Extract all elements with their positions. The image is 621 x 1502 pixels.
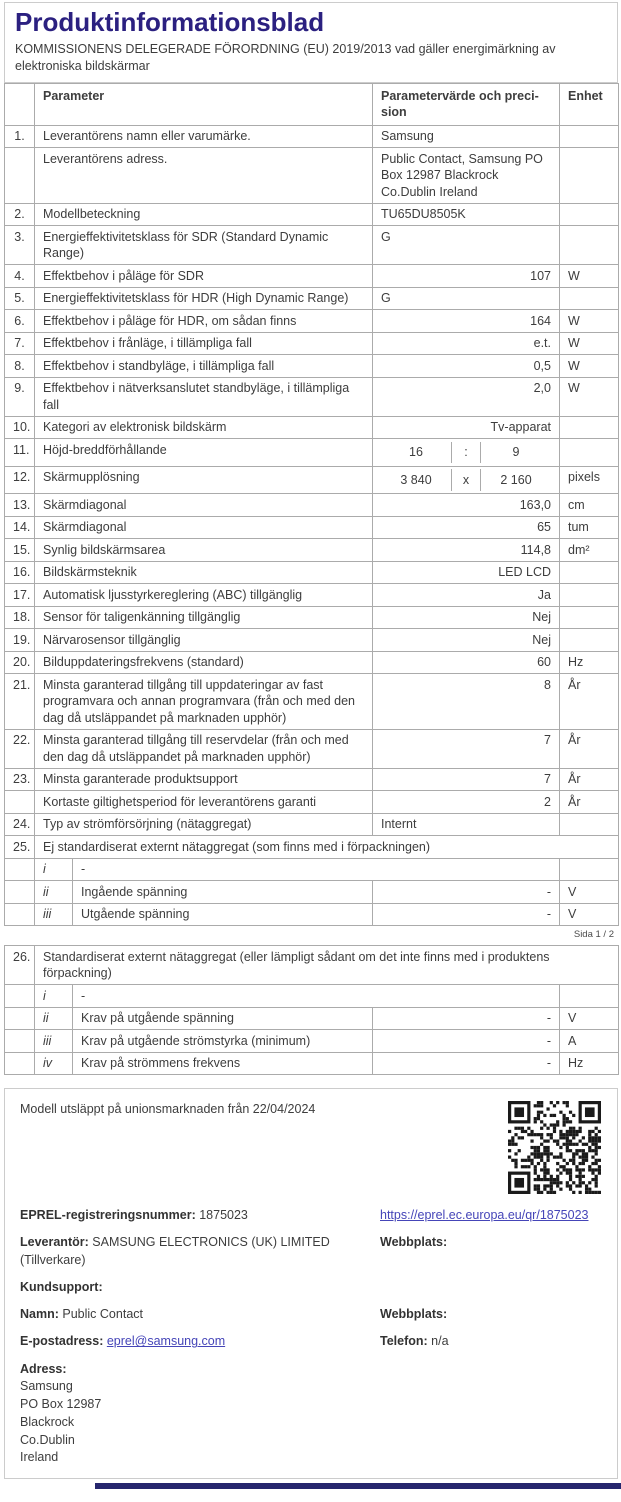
row-parameter: Skärmdiagonal [35,494,373,517]
website-field-1 [380,1234,601,1251]
row-number [5,903,35,926]
table-row [5,332,619,355]
release-date-text: Modell utsläppt på unionsmarknaden från 22/04/2024 [20,1102,316,1117]
header-value: Parametervärde och precision [373,83,560,125]
row-value: 2,0 [373,377,560,416]
row-value: Samsung [373,125,560,148]
supplier-label: Leverantör: [20,1235,89,1250]
row-parameter: Ej standardiserat externt nätaggregat (som finns med i förpackningen) [35,836,619,859]
row-roman-numeral: ii [35,1007,73,1030]
phone-field [380,1333,601,1350]
eprel-value: 1875023 [199,1208,248,1223]
row-unit [560,203,619,226]
row-number: 23. [5,768,35,791]
address-label: Adress: [20,1361,67,1376]
row-value: 164 [373,310,560,333]
table-row [5,466,619,494]
table-row [5,416,619,439]
table-row [5,903,619,926]
table-row [5,881,619,904]
row-roman-numeral: i [35,985,73,1008]
table-row [5,1030,619,1053]
supplier-field [20,1234,372,1269]
row-parameter: Krav på utgående strömstyrka (minimum) [73,1030,373,1053]
row-number [5,858,35,881]
table-row [5,226,619,265]
eprel-link[interactable]: https://eprel.ec.europa.eu/qr/1875023 [380,1208,589,1223]
email-row [20,1333,601,1350]
row-value: 8 [373,674,560,730]
row-unit [560,287,619,310]
row-number: 19. [5,629,35,652]
row-number: 13. [5,494,35,517]
row-parameter: Effektbehov i frånläge, i tillämpliga fall [35,332,373,355]
row-unit: W [560,377,619,416]
header-parameter: Parameter [35,83,373,125]
row-number [5,881,35,904]
row-unit: A [560,1030,619,1053]
row-value: Tv-apparat [373,416,560,439]
row-unit [560,416,619,439]
row-parameter: Standardiserat externt nätaggregat (eller lämpligt sådant om det inte finns med i produktens förpackning) [35,946,619,985]
table-row [5,791,619,814]
row-value: G [373,226,560,265]
eprel-label: EPREL-registreringsnummer: [20,1208,196,1223]
value-part-2: 9 [512,445,520,460]
row-number: 2. [5,203,35,226]
row-parameter: Minsta garanterad tillgång till uppdateringar av fast programvara och annan programvara (från och med den dag då utsläppandet på marknaden upphör) [35,674,373,730]
row-value: LED LCD [373,561,560,584]
table-header-row [5,83,619,125]
row-unit: V [560,881,619,904]
row-parameter: Sensor för taligenkänning tillgänglig [35,606,373,629]
row-number: 21. [5,674,35,730]
table-row [5,651,619,674]
table-row [5,813,619,836]
row-value: - [373,881,560,904]
table-row [5,539,619,562]
table-row [5,203,619,226]
row-parameter: Modellbeteckning [35,203,373,226]
bottom-accent-bar [95,1483,621,1489]
row-parameter: Automatisk ljusstyrkereglering (ABC) tillgänglig [35,584,373,607]
row-parameter: Synlig bildskärmsarea [35,539,373,562]
address-line: Co.Dublin [20,1432,75,1447]
address-line: PO Box 12987 [20,1397,102,1412]
row-number: 6. [5,310,35,333]
address-block [20,1361,601,1468]
table-row [5,674,619,730]
table-row [5,584,619,607]
header-number [5,83,35,125]
support-label: Kundsupport: [20,1279,103,1294]
row-number [5,148,35,204]
row-unit: År [560,791,619,814]
address-line: Samsung [20,1379,73,1394]
row-parameter: Energieffektivitetsklass för HDR (High Dynamic Range) [35,287,373,310]
table-row [5,494,619,517]
table1-body [5,125,619,926]
row-unit [560,606,619,629]
row-number [5,985,35,1008]
support-row [20,1279,601,1296]
value-separator: x [451,469,481,491]
footer-box [4,1088,618,1479]
table-row [5,377,619,416]
row-number [5,1052,35,1075]
row-unit: V [560,903,619,926]
title-box [4,2,618,83]
row-number: 15. [5,539,35,562]
row-number: 5. [5,287,35,310]
row-parameter: Krav på strömmens frekvens [73,1052,373,1075]
row-roman-numeral: i [35,858,73,881]
row-value: G [373,287,560,310]
row-value: Public Contact, Samsung PO Box 12987 Blackrock Co.Dublin Ireland [373,148,560,204]
row-number: 1. [5,125,35,148]
row-unit: År [560,729,619,768]
row-unit: W [560,332,619,355]
table-row [5,125,619,148]
row-parameter: Närvarosensor tillgänglig [35,629,373,652]
row-value: TU65DU8505K [373,203,560,226]
row-number [5,1030,35,1053]
row-value: - [373,1030,560,1053]
support-field [20,1279,372,1296]
row-number: 22. [5,729,35,768]
row-parameter: Skärmupplösning [35,466,373,494]
table-row [5,561,619,584]
row-unit [560,985,619,1008]
row-number: 11. [5,439,35,467]
row-roman-numeral: iii [35,903,73,926]
row-parameter: Minsta garanterade produktsupport [35,768,373,791]
supplier-row [20,1234,601,1269]
name-value: Public Contact [62,1307,143,1322]
parameters-table-2 [4,945,619,1075]
row-parameter: Utgående spänning [73,903,373,926]
row-parameter: Skärmdiagonal [35,516,373,539]
table-row [5,310,619,333]
row-unit: pixels [560,466,619,494]
row-number [5,1007,35,1030]
row-unit: cm [560,494,619,517]
row-unit [560,125,619,148]
row-parameter: Effektbehov i påläge för HDR, om sådan finns [35,310,373,333]
row-parameter: Leverantörens adress. [35,148,373,204]
table-row [5,1007,619,1030]
name-row [20,1306,601,1323]
row-value: e.t. [373,332,560,355]
value-separator: : [451,442,481,464]
release-row [20,1101,601,1199]
email-field [20,1333,372,1350]
value-part-1: 16 [409,445,423,460]
row-value: Nej [373,606,560,629]
table-row [5,516,619,539]
value-part-2: 2 160 [500,472,532,487]
row-unit [560,813,619,836]
eprel-field [20,1207,372,1224]
row-number: 7. [5,332,35,355]
table2-body [5,946,619,1075]
row-parameter: Krav på utgående spänning [73,1007,373,1030]
row-value: 107 [373,265,560,288]
row-number: 26. [5,946,35,985]
row-unit [560,439,619,467]
table-row [5,265,619,288]
row-unit: tum [560,516,619,539]
row-unit: W [560,310,619,333]
row-unit [560,584,619,607]
row-value [373,466,560,494]
row-value: - [373,1052,560,1075]
row-unit: W [560,265,619,288]
row-parameter: Kortaste giltighetsperiod för leverantörens garanti [35,791,373,814]
row-unit: Hz [560,651,619,674]
row-number: 3. [5,226,35,265]
row-parameter: Höjd-breddförhållande [35,439,373,467]
table-row [5,439,619,467]
row-value: 114,8 [373,539,560,562]
name-label: Namn: [20,1307,59,1322]
row-parameter: Ingående spänning [73,881,373,904]
row-value: Internt [373,813,560,836]
email-label: E-postadress: [20,1334,104,1349]
row-value: Ja [373,584,560,607]
value-part-1: 3 840 [400,472,432,487]
row-parameter: Effektbehov i nätverksanslutet standbyläge, i tillämpliga fall [35,377,373,416]
header-unit: Enhet [560,83,619,125]
table-row [5,946,619,985]
row-number: 17. [5,584,35,607]
row-value: 7 [373,729,560,768]
row-value: 65 [373,516,560,539]
phone-label: Telefon: [380,1334,428,1349]
row-parameter: - [73,858,560,881]
row-parameter: Bilduppdateringsfrekvens (standard) [35,651,373,674]
row-value: Nej [373,629,560,652]
row-parameter: Bildskärmsteknik [35,561,373,584]
table-row [5,606,619,629]
eprel-row [20,1207,601,1224]
supplier-value: SAMSUNG ELECTRONICS (UK) LIMITED (Tillverkare) [20,1235,330,1267]
row-value: 163,0 [373,494,560,517]
row-value: 2 [373,791,560,814]
document-page [0,2,621,1489]
row-number [5,791,35,814]
row-unit: dm² [560,539,619,562]
row-number: 8. [5,355,35,378]
qr-code [508,1101,601,1194]
row-unit [560,561,619,584]
row-unit: Hz [560,1052,619,1075]
table-row [5,629,619,652]
page-indicator: Sida 1 / 2 [573,929,614,941]
row-roman-numeral: iv [35,1052,73,1075]
table-row [5,858,619,881]
row-roman-numeral: iii [35,1030,73,1053]
row-number: 16. [5,561,35,584]
row-unit: W [560,355,619,378]
table-row [5,1052,619,1075]
row-parameter: Effektbehov i påläge för SDR [35,265,373,288]
row-parameter: Leverantörens namn eller varumärke. [35,125,373,148]
qr-holder [508,1101,601,1197]
row-number: 12. [5,466,35,494]
row-value [373,439,560,467]
row-parameter: Effektbehov i standbyläge, i tillämpliga fall [35,355,373,378]
address-line: Ireland [20,1450,59,1465]
row-number: 24. [5,813,35,836]
website-label-1: Webbplats: [380,1235,448,1250]
row-value: 7 [373,768,560,791]
parameters-table-1 [4,83,619,927]
table-row [5,836,619,859]
phone-value: n/a [431,1334,449,1349]
row-number: 20. [5,651,35,674]
table-row [5,148,619,204]
name-field [20,1306,372,1323]
website-label-2: Webbplats: [380,1307,448,1322]
row-unit [560,858,619,881]
page-subtitle: KOMMISSIONENS DELEGERADE FÖRORDNING (EU) 2019/2013 vad gäller energimärkning av elektroniska bildskärmar [15,41,556,73]
row-number: 14. [5,516,35,539]
row-number: 25. [5,836,35,859]
row-number: 4. [5,265,35,288]
row-number: 9. [5,377,35,416]
page-title: Produktinformationsblad [15,7,325,37]
table-row [5,355,619,378]
row-unit: År [560,674,619,730]
website-field-2 [380,1306,601,1323]
row-parameter: Minsta garanterad tillgång till reservdelar (från och med den dag då utsläppandet på marknaden upphör) [35,729,373,768]
row-value: - [373,903,560,926]
table-row [5,287,619,310]
row-unit [560,629,619,652]
email-link[interactable]: eprel@samsung.com [106,1334,226,1349]
row-unit [560,148,619,204]
row-unit: År [560,768,619,791]
row-value: 60 [373,651,560,674]
row-parameter: Kategori av elektronisk bildskärm [35,416,373,439]
table-row [5,729,619,768]
row-number: 10. [5,416,35,439]
row-parameter: - [73,985,560,1008]
row-parameter: Typ av strömförsörjning (nätaggregat) [35,813,373,836]
table-row [5,768,619,791]
row-unit [560,226,619,265]
row-unit: V [560,1007,619,1030]
row-parameter: Energieffektivitetsklass för SDR (Standard Dynamic Range) [35,226,373,265]
row-number: 18. [5,606,35,629]
row-value: - [373,1007,560,1030]
row-roman-numeral: ii [35,881,73,904]
address-line: Blackrock [20,1414,75,1429]
table-row [5,985,619,1008]
row-value: 0,5 [373,355,560,378]
